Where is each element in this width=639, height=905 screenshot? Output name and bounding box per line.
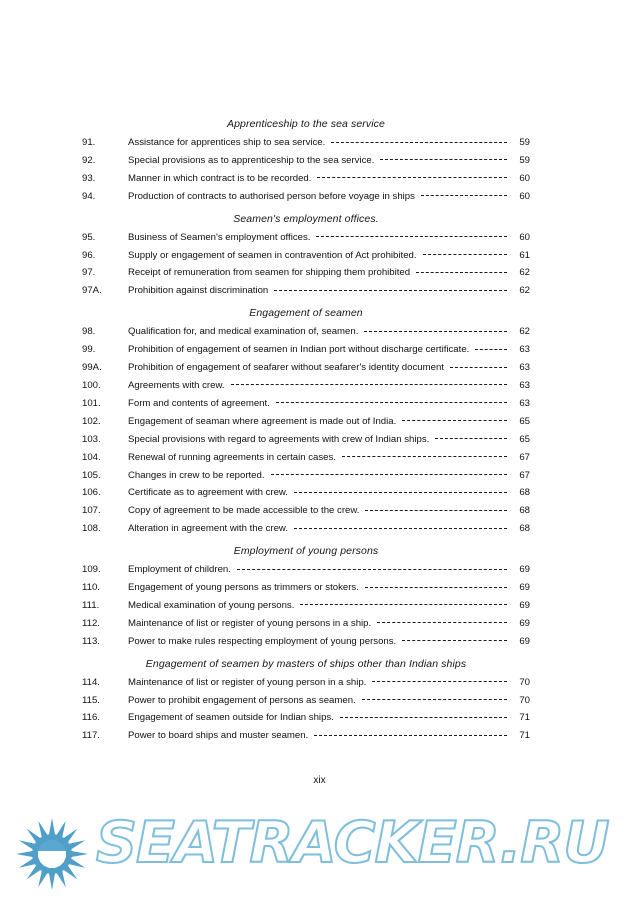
- toc-entry-title: Employment of children.: [128, 564, 231, 576]
- toc-entry[interactable]: [82, 397, 530, 411]
- toc-entry-title: Form and contents of agreement.: [128, 397, 270, 409]
- toc-entry-number: 116.: [82, 712, 100, 724]
- toc-entry-number: 96.: [82, 249, 96, 261]
- toc-leader-dots: [475, 343, 507, 352]
- toc-entry[interactable]: [82, 249, 530, 263]
- toc-leader-dots: [271, 469, 507, 478]
- toc-entry-number: 91.: [82, 137, 96, 148]
- toc-entry-title: Changes in crew to be reported.: [128, 469, 265, 481]
- toc-entry[interactable]: [82, 694, 530, 708]
- toc-entry-number: 113.: [82, 635, 100, 647]
- toc-entry-number: 97.: [82, 267, 96, 279]
- toc-leader-dots: [316, 231, 507, 240]
- toc-entry-title: Special provisions with regard to agreements with crew of Indian ships.: [128, 433, 430, 445]
- toc-entry-number: 98.: [82, 326, 96, 338]
- toc-entry-title: Certificate as to agreement with crew.: [128, 487, 288, 499]
- toc-leader-dots: [342, 451, 507, 460]
- toc-entry-number: 104.: [82, 451, 101, 463]
- section-heading: Seamen's employment offices.: [233, 212, 379, 225]
- toc-entry-title: Engagement of seamen outside for Indian ships.: [128, 712, 334, 724]
- toc-entry-page: 65: [519, 415, 530, 427]
- toc-leader-dots: [435, 433, 507, 442]
- toc-entry-number: 112.: [82, 617, 100, 629]
- toc-entry-title: Engagement of young persons as trimmers or stokers.: [128, 582, 359, 594]
- toc-entry-title: Medical examination of young persons.: [128, 599, 295, 611]
- toc-leader-dots: [362, 694, 507, 703]
- toc-entry-number: 115.: [82, 694, 100, 706]
- toc-entry-page: 68: [519, 523, 530, 535]
- toc-entry-page: 63: [519, 344, 530, 356]
- toc-entry[interactable]: [82, 190, 530, 204]
- toc-leader-dots: [377, 617, 507, 626]
- toc-entry-page: 60: [519, 172, 530, 184]
- toc-entry-number: 95.: [82, 231, 96, 243]
- table-of-contents: [82, 118, 530, 747]
- toc-entry-number: 114.: [82, 676, 100, 688]
- toc-entry-number: 101.: [82, 397, 101, 409]
- toc-entry[interactable]: [82, 136, 530, 150]
- toc-entry[interactable]: [82, 581, 530, 595]
- toc-entry[interactable]: [82, 635, 530, 649]
- toc-entry-title: Engagement of seaman where agreement is made out of India.: [128, 415, 397, 427]
- toc-entry[interactable]: [82, 729, 530, 743]
- toc-entry-title: Qualification for, and medical examination of, seamen.: [128, 326, 359, 338]
- toc-leader-dots: [340, 711, 507, 720]
- toc-entry-title: Special provisions as to apprenticeship to the sea service.: [128, 154, 375, 166]
- toc-entry[interactable]: [82, 325, 530, 339]
- toc-leader-dots: [294, 522, 507, 531]
- toc-entry[interactable]: [82, 617, 530, 631]
- toc-entry[interactable]: [82, 172, 530, 186]
- toc-entry-page: 70: [519, 694, 530, 706]
- toc-entry[interactable]: [82, 676, 530, 690]
- toc-entry-page: 70: [519, 676, 530, 688]
- toc-entry-number: 102.: [82, 415, 101, 427]
- toc-entry-number: 110.: [82, 582, 100, 594]
- toc-leader-dots: [423, 249, 507, 258]
- toc-entry-number: 99.: [82, 344, 96, 356]
- toc-entry-page: 71: [519, 730, 530, 742]
- toc-leader-dots: [416, 266, 507, 275]
- toc-leader-dots: [380, 154, 507, 163]
- toc-entry-title: Production of contracts to authorised person before voyage in ships: [128, 190, 415, 202]
- toc-leader-dots: [421, 190, 507, 199]
- toc-entry-title: Maintenance of list or register of young persons in a ship.: [128, 617, 372, 629]
- toc-leader-dots: [365, 504, 507, 513]
- toc-leader-dots: [276, 397, 507, 406]
- toc-entry[interactable]: [82, 284, 530, 298]
- toc-entry-title: Maintenance of list or register of young person in a ship.: [128, 676, 367, 688]
- toc-entry-number: 103.: [82, 433, 101, 445]
- toc-entry-page: 65: [519, 433, 530, 445]
- toc-entry-page: 67: [519, 469, 530, 481]
- toc-entry-page: 68: [519, 487, 530, 499]
- toc-leader-dots: [294, 486, 507, 495]
- toc-leader-dots: [364, 325, 507, 334]
- toc-entry-title: Alteration in agreement with the crew.: [128, 523, 288, 535]
- toc-entry-title: Supply or engagement of seamen in contravention of Act prohibited.: [128, 249, 417, 261]
- watermark-text: SEATRACKER.RU: [96, 810, 609, 876]
- toc-entry-page: 69: [519, 582, 530, 594]
- toc-entry-page: 71: [519, 712, 530, 724]
- toc-leader-dots: [317, 172, 507, 181]
- toc-entry-title: Prohibition against discrimination: [128, 285, 269, 297]
- toc-entry[interactable]: [82, 504, 530, 518]
- toc-entry[interactable]: [82, 266, 530, 280]
- toc-entry-title: Assistance for apprentices ship to sea service.: [128, 137, 326, 148]
- toc-entry[interactable]: [82, 469, 530, 483]
- toc-leader-dots: [314, 729, 507, 738]
- toc-entry-title: Prohibition of engagement of seamen in Indian port without discharge certificate.: [128, 344, 470, 356]
- section-heading: Engagement of seamen: [249, 307, 363, 320]
- toc-entry-page: 69: [519, 617, 530, 629]
- toc-entry[interactable]: [82, 361, 530, 375]
- toc-entry-title: Prohibition of engagement of seafarer without seafarer's identity document: [128, 362, 444, 374]
- toc-entry-title: Power to prohibit engagement of persons as seamen.: [128, 694, 356, 706]
- toc-entry-page: 59: [519, 154, 530, 166]
- toc-entry-page: 63: [519, 397, 530, 409]
- toc-entry-title: Manner in which contract is to be recorded.: [128, 172, 312, 184]
- toc-entry[interactable]: [82, 343, 530, 357]
- toc-entry-number: 97A.: [82, 285, 102, 297]
- toc-leader-dots: [402, 635, 507, 644]
- toc-leader-dots: [300, 599, 507, 608]
- toc-entry[interactable]: [82, 154, 530, 168]
- toc-leader-dots: [274, 284, 507, 293]
- toc-entry-number: 94.: [82, 190, 96, 202]
- toc-entry[interactable]: [82, 415, 530, 429]
- toc-entry-number: 108.: [82, 523, 101, 535]
- toc-entry-page: 60: [519, 190, 530, 202]
- toc-entry-page: 62: [519, 285, 530, 297]
- toc-entry-number: 105.: [82, 469, 101, 481]
- toc-leader-dots: [237, 563, 507, 572]
- toc-entry-number: 100.: [82, 379, 101, 391]
- toc-leader-dots: [231, 379, 507, 388]
- section-heading: Apprenticeship to the sea service: [227, 118, 385, 130]
- toc-leader-dots: [365, 581, 507, 590]
- toc-entry-page: 61: [519, 249, 530, 261]
- toc-entry[interactable]: [82, 711, 530, 725]
- toc-entry-page: 59: [519, 137, 530, 148]
- toc-leader-dots: [372, 676, 507, 685]
- sun-icon: [10, 812, 94, 896]
- toc-entry[interactable]: [82, 599, 530, 613]
- toc-entry-page: 60: [519, 231, 530, 243]
- toc-entry-number: 111.: [82, 599, 100, 611]
- toc-entry-page: 69: [519, 635, 530, 647]
- toc-entry[interactable]: [82, 522, 530, 536]
- toc-entry[interactable]: [82, 451, 530, 465]
- toc-entry-number: 92.: [82, 154, 96, 166]
- toc-entry-page: 68: [519, 505, 530, 517]
- toc-entry-title: Copy of agreement to be made accessible to the crew.: [128, 505, 360, 517]
- toc-entry-page: 62: [519, 326, 530, 338]
- watermark: [0, 806, 639, 905]
- toc-entry[interactable]: [82, 231, 530, 245]
- toc-entry-title: Receipt of remuneration from seamen for shipping them prohibited: [128, 267, 411, 279]
- toc-entry-page: 67: [519, 451, 530, 463]
- toc-leader-dots: [402, 415, 507, 424]
- section-heading: Employment of young persons: [233, 545, 379, 558]
- section-heading: Engagement of seamen by masters of ships other than Indian ships: [145, 657, 467, 670]
- toc-entry-title: Renewal of running agreements in certain cases.: [128, 451, 336, 463]
- toc-entry-number: 99A.: [82, 362, 102, 374]
- toc-entry-page: 69: [519, 564, 530, 576]
- toc-leader-dots: [331, 136, 507, 145]
- toc-entry[interactable]: [82, 433, 530, 447]
- toc-entry-number: 106.: [82, 487, 101, 499]
- page-folio: xix: [313, 775, 326, 786]
- toc-entry[interactable]: [82, 563, 530, 577]
- toc-entry-page: 63: [519, 362, 530, 374]
- toc-entry-title: Power to make rules respecting employment of young persons.: [128, 635, 397, 647]
- toc-entry-number: 109.: [82, 564, 101, 576]
- toc-entry-page: 62: [519, 267, 530, 279]
- sun-ray: [48, 868, 56, 890]
- toc-entry-title: Power to board ships and muster seamen.: [128, 730, 309, 742]
- toc-entry[interactable]: [82, 379, 530, 393]
- toc-entry-title: Business of Seamen's employment offices.: [128, 231, 311, 243]
- toc-leader-dots: [450, 361, 507, 370]
- toc-entry-page: 69: [519, 599, 530, 611]
- toc-entry-number: 107.: [82, 505, 101, 517]
- toc-entry[interactable]: [82, 486, 530, 500]
- toc-entry-number: 93.: [82, 172, 96, 184]
- toc-entry-number: 117.: [82, 730, 100, 742]
- toc-entry-page: 63: [519, 379, 530, 391]
- toc-entry-title: Agreements with crew.: [128, 379, 225, 391]
